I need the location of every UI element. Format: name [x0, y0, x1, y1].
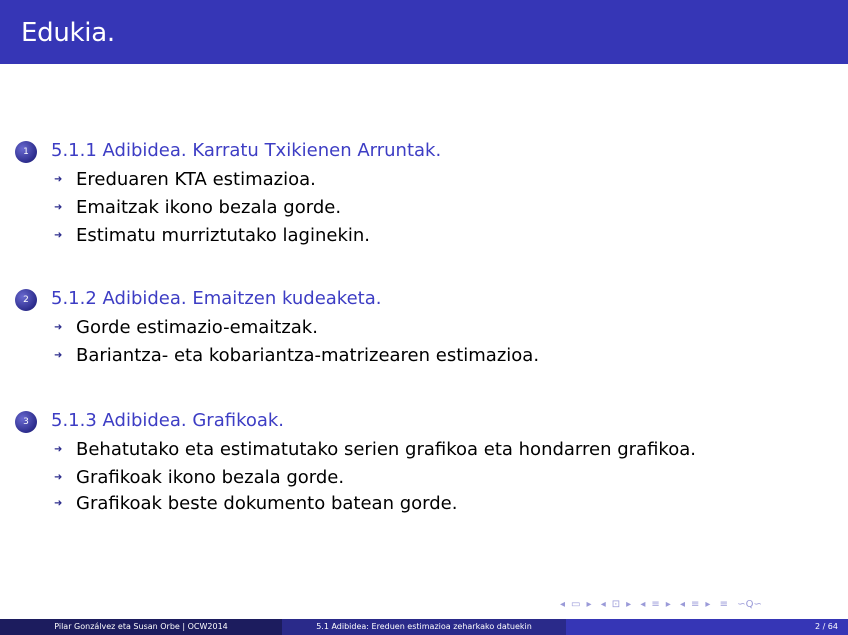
- subsection-bullet-icon: ➜: [54, 350, 63, 361]
- subsection-item[interactable]: [0, 438, 848, 466]
- title-bar: [0, 0, 848, 64]
- subsection-item[interactable]: [0, 344, 848, 372]
- subsection-item[interactable]: [0, 466, 848, 494]
- section-icon: ≡: [651, 599, 660, 610]
- subsection-item[interactable]: [0, 168, 848, 196]
- subsection-icon: ⊡: [611, 599, 621, 610]
- section-number-ball: 3: [15, 411, 37, 433]
- subsection-label: Grafikoak beste dokumento batean gorde.: [76, 493, 458, 514]
- section-title[interactable]: 5.1.1 Adibidea. Karratu Txikienen Arruntak.: [51, 140, 442, 161]
- subsection-bullet-icon: ➜: [54, 322, 63, 333]
- subsection-label: Ereduaren KTA estimazioa.: [76, 169, 316, 190]
- subsection-item[interactable]: [0, 492, 848, 520]
- slide-title: Edukia.: [21, 18, 115, 48]
- section-prev-icon[interactable]: ◂: [640, 599, 646, 610]
- subsection-item[interactable]: [0, 224, 848, 252]
- frame-icon: ▭: [571, 599, 581, 610]
- section-title[interactable]: 5.1.2 Adibidea. Emaitzen kudeaketa.: [51, 288, 382, 309]
- subsection-bullet-icon: ➜: [54, 498, 63, 509]
- subsection-label: Behatutako eta estimatutako serien grafikoa eta hondarren grafikoa.: [76, 439, 696, 460]
- subsection-label: Gorde estimazio-emaitzak.: [76, 317, 318, 338]
- subsection-next-icon[interactable]: ▸: [626, 599, 632, 610]
- footer: [0, 619, 848, 635]
- footer-authors: Pilar Gonzálvez eta Susan Orbe | OCW2014: [0, 619, 282, 635]
- subsection-prev-icon[interactable]: ◂: [600, 599, 606, 610]
- section-number-ball: 2: [15, 289, 37, 311]
- subsection-bullet-icon: ➜: [54, 230, 63, 241]
- subsection-item[interactable]: [0, 196, 848, 224]
- align-icon[interactable]: ≡: [719, 599, 729, 610]
- subsection-item[interactable]: [0, 316, 848, 344]
- subsection-label: Grafikoak ikono bezala gorde.: [76, 467, 345, 488]
- frame-prev-icon[interactable]: ◂: [560, 599, 566, 610]
- section-number-ball: 1: [15, 141, 37, 163]
- subsection-bullet-icon: ➜: [54, 202, 63, 213]
- subsection-list-prev-icon[interactable]: ◂: [679, 599, 686, 610]
- subsection-bullet-icon: ➜: [54, 472, 63, 483]
- navigation-bar: [560, 598, 768, 612]
- section-title[interactable]: 5.1.3 Adibidea. Grafikoak.: [51, 410, 285, 431]
- footer-section: 5.1 Adibidea: Ereduen estimazioa zeharkako datuekin: [282, 619, 566, 635]
- frame-next-icon[interactable]: ▸: [586, 599, 592, 610]
- subsection-label: Bariantza- eta kobariantza-matrizearen estimazioa.: [76, 345, 540, 366]
- subsection-list-icon: ≡: [691, 599, 700, 610]
- search-icon[interactable]: ∽Q∽: [737, 599, 762, 610]
- section-next-icon[interactable]: ▸: [665, 599, 671, 610]
- subsection-list-next-icon[interactable]: ▸: [705, 599, 711, 610]
- subsection-bullet-icon: ➜: [54, 174, 63, 185]
- subsection-label: Estimatu murriztutako laginekin.: [76, 225, 371, 246]
- subsection-label: Emaitzak ikono bezala gorde.: [76, 197, 342, 218]
- subsection-bullet-icon: ➜: [54, 444, 63, 455]
- footer-page-box: [566, 619, 848, 635]
- page-number: 2 / 64: [814, 622, 838, 631]
